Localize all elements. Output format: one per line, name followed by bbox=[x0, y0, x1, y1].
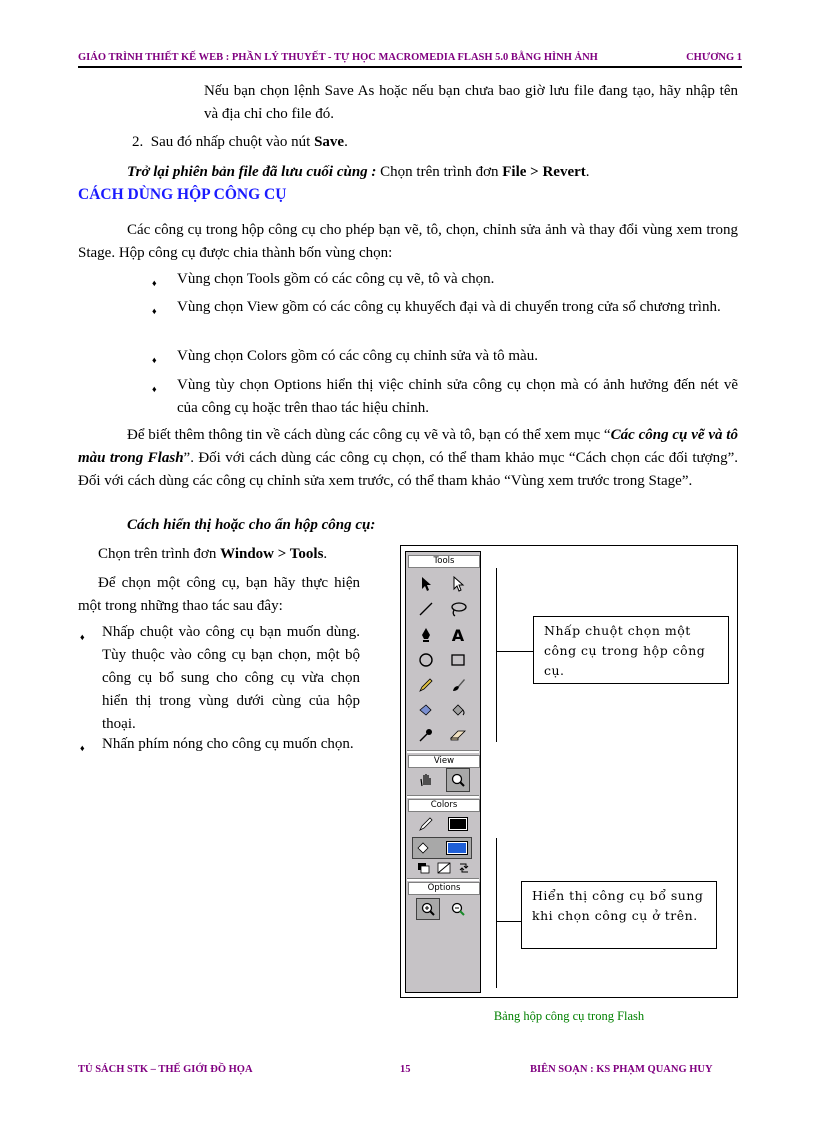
step-text: Sau đó nhấp chuột vào nút bbox=[150, 134, 315, 150]
pen-tool-icon[interactable] bbox=[416, 625, 436, 645]
more-info-text-1: Để biết thêm thông tin về cách dùng các công cụ vẽ và tô, bạn có thể xem mục “ bbox=[127, 427, 611, 443]
zoom-in-icon[interactable] bbox=[416, 898, 440, 920]
view-section-title: View bbox=[408, 755, 480, 768]
revert-line bbox=[127, 161, 590, 184]
step-end: . bbox=[344, 134, 348, 150]
brush-tool-icon[interactable] bbox=[448, 675, 468, 695]
save-as-paragraph: Nếu bạn chọn lệnh Save As hoặc nếu bạn chưa bao giờ lưu file đang tạo, hãy nhập tên và địa chỉ cho file đó. bbox=[204, 83, 738, 122]
toolbox-figure bbox=[400, 545, 738, 998]
panel-divider bbox=[407, 750, 479, 753]
fill-swatch-fill bbox=[448, 843, 466, 853]
ink-bottle-tool-icon[interactable] bbox=[416, 700, 436, 720]
zoom-tool-icon[interactable] bbox=[446, 768, 470, 792]
connector-line bbox=[496, 568, 497, 742]
zoom-out-icon[interactable] bbox=[446, 898, 470, 920]
callout-options: Hiển thị công cụ bổ sung khi chọn công cụ ở trên. bbox=[521, 881, 717, 949]
no-color-icon[interactable] bbox=[434, 860, 454, 876]
line-tool-icon[interactable] bbox=[416, 599, 436, 619]
fill-bucket-icon bbox=[416, 841, 430, 855]
panel-divider bbox=[407, 795, 479, 798]
revert-text: Chọn trên trình đơn bbox=[376, 164, 503, 180]
choose-bullet: Nhấn phím nóng cho công cụ muốn chọn. bbox=[102, 736, 354, 752]
text-tool-icon[interactable]: A bbox=[451, 625, 465, 645]
show-menu: Window > Tools bbox=[220, 546, 324, 562]
bullet-icon: ♦ bbox=[152, 355, 157, 365]
page-number: 15 bbox=[400, 1064, 411, 1075]
swap-colors-icon[interactable] bbox=[454, 860, 474, 876]
step-bold: Save bbox=[314, 134, 345, 150]
more-info-paragraph bbox=[78, 424, 738, 493]
arrow-tool-icon[interactable] bbox=[416, 574, 436, 594]
footer-right: BIÊN SOẠN : KS PHẠM QUANG HUY bbox=[530, 1064, 713, 1075]
choose-intro: Để chọn một công cụ, bạn hãy thực hiện một trong những thao tác sau đây: bbox=[78, 575, 360, 614]
fill-color-row[interactable] bbox=[412, 837, 472, 859]
connector-line bbox=[496, 651, 533, 652]
page-header bbox=[78, 50, 742, 68]
revert-end: . bbox=[585, 164, 590, 180]
stroke-color-pencil-icon bbox=[416, 814, 436, 834]
bullet-icon: ♦ bbox=[80, 632, 85, 642]
subheading: Cách hiển thị hoặc cho ẩn hộp công cụ: bbox=[127, 517, 376, 533]
footer-left: TỦ SÁCH STK – THẾ GIỚI ĐỒ HỌA bbox=[78, 1064, 253, 1075]
revert-menu: File > Revert bbox=[502, 164, 586, 180]
colors-section-title: Colors bbox=[408, 799, 480, 812]
show-text: Chọn trên trình đơn bbox=[98, 546, 221, 562]
dropper-tool-icon[interactable] bbox=[416, 725, 436, 745]
step-number: 2. bbox=[132, 134, 144, 150]
bullet-item: Vùng chọn Tools gồm có các công cụ vẽ, tô và chọn. bbox=[177, 271, 495, 287]
paint-bucket-tool-icon[interactable] bbox=[448, 700, 468, 720]
callout-select-tool: Nhấp chuột chọn một công cụ trong hộp công cụ. bbox=[533, 616, 729, 684]
figure-caption: Bảng hộp công cụ trong Flash bbox=[493, 1009, 645, 1023]
pencil-tool-icon[interactable] bbox=[416, 675, 436, 695]
subselect-tool-icon[interactable] bbox=[448, 574, 468, 594]
header-chapter: CHƯƠNG 1 bbox=[686, 52, 742, 63]
default-colors-icon[interactable] bbox=[414, 860, 434, 876]
bullet-item: Vùng tùy chọn Options hiển thị việc chỉnh sửa công cụ chọn mà có ảnh hưởng đến nét vẽ của công cụ hoặc trên thao tác hiệu chỉnh. bbox=[177, 377, 738, 416]
tools-section-title: Tools bbox=[408, 555, 480, 568]
bullet-icon: ♦ bbox=[152, 306, 157, 316]
stroke-color-swatch[interactable] bbox=[446, 814, 470, 834]
toolbox-panel bbox=[405, 551, 481, 993]
bullet-icon: ♦ bbox=[80, 743, 85, 753]
section-heading: CÁCH DÙNG HỘP CÔNG CỤ bbox=[78, 186, 287, 203]
bullet-icon: ♦ bbox=[152, 384, 157, 394]
bullet-item: Vùng chọn Colors gồm có các công cụ chỉnh sửa và tô màu. bbox=[177, 348, 538, 364]
show-tools-line bbox=[98, 543, 327, 566]
bullet-item: Vùng chọn View gồm có các công cụ khuyếch đại và di chuyển trong cửa sổ chương trình. bbox=[177, 299, 721, 315]
oval-tool-icon[interactable] bbox=[416, 650, 436, 670]
more-info-text-2: ”. Đối với cách dùng các công cụ chọn, có thể tham khảo mục “Cách chọn các đối tượng”. Đối với cách dùng các công cụ chỉnh sửa xem trước, có thể tham khảo “Vùng xem trước trong Stage”. bbox=[78, 450, 738, 489]
connector-line bbox=[496, 921, 521, 922]
panel-divider bbox=[407, 878, 479, 881]
more-info-link: Các công cụ vẽ và tô màu trong Flash bbox=[78, 427, 738, 466]
step-2 bbox=[132, 131, 348, 154]
bullet-icon: ♦ bbox=[152, 278, 157, 288]
hand-tool-icon[interactable] bbox=[416, 770, 436, 790]
revert-label: Trở lại phiên bản file đã lưu cuối cùng : bbox=[127, 164, 377, 180]
show-end: . bbox=[323, 546, 328, 562]
intro-paragraph: Các công cụ trong hộp công cụ cho phép bạn vẽ, tô, chọn, chỉnh sửa ảnh và thay đổi vùng xem trong Stage. Hộp công cụ được chia thành bốn vùng chọn: bbox=[78, 222, 738, 261]
stroke-swatch-fill bbox=[450, 819, 466, 829]
rectangle-tool-icon[interactable] bbox=[448, 650, 468, 670]
choose-bullet: Nhấp chuột vào công cụ bạn muốn dùng. Tùy thuộc vào công cụ bạn chọn, một bộ công cụ bổ sung cho công cụ vừa chọn hiển thị trong vùng dưới cùng của hộp thoại. bbox=[102, 624, 360, 732]
connector-line bbox=[496, 838, 497, 988]
lasso-tool-icon[interactable] bbox=[448, 599, 468, 619]
eraser-tool-icon[interactable] bbox=[448, 725, 468, 745]
options-section-title: Options bbox=[408, 882, 480, 895]
header-title: GIÁO TRÌNH THIẾT KẾ WEB : PHẦN LÝ THUYẾT - TỰ HỌC MACROMEDIA FLASH 5.0 BẰNG HÌNH ẢNH bbox=[78, 52, 598, 63]
